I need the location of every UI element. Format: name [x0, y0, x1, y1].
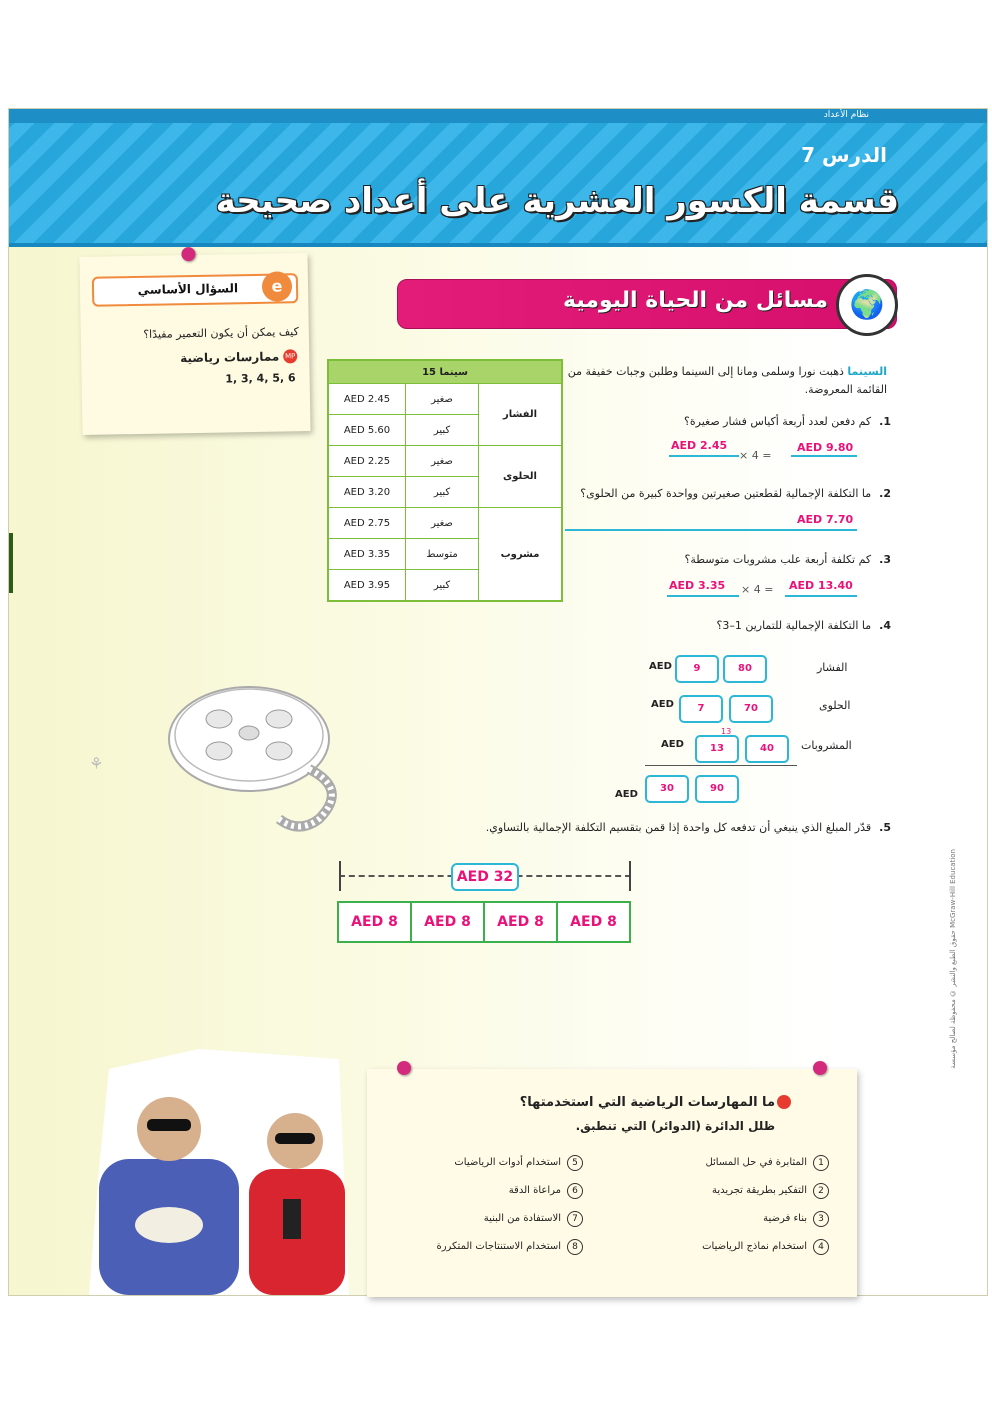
- q3-answer-b[interactable]: AED 13.40: [789, 579, 853, 592]
- banner-title: مسائل من الحياة اليومية: [563, 288, 828, 313]
- math-practice-icon: MP: [283, 349, 297, 363]
- candy-whole-input[interactable]: 7: [679, 695, 723, 723]
- popcorn-label: الفشار: [817, 661, 848, 674]
- table-row: AED 3.95 كبير: [328, 570, 562, 602]
- bar-end: [629, 861, 631, 891]
- q2-answer[interactable]: AED 7.70: [797, 513, 854, 526]
- answer-line: [785, 595, 857, 597]
- film-reel-illustration: [89, 669, 399, 839]
- intro-text: ذهبت نورا وسلمى ومانا إلى السينما وطلبن وجبات خفيفة من القائمة المعروضة.: [567, 365, 887, 396]
- question-3: 3.كم تكلفة أربعة علب مشروبات متوسطة؟: [684, 553, 891, 566]
- table-row: AED 3.20 كبير: [328, 477, 562, 508]
- practice-option-3[interactable]: 3بناء فرضية: [763, 1211, 829, 1227]
- math-practice-icon: [777, 1095, 791, 1109]
- question-1: 1.كم دفعن لعدد أربعة أكياس فشار صغيرة؟: [684, 415, 891, 428]
- practice-option-8[interactable]: 8استخدام الاستنتاجات المتكررة: [436, 1239, 583, 1255]
- essential-question-label: السؤال الأساسي: [137, 281, 239, 297]
- total-amount-input[interactable]: AED 32: [451, 863, 519, 891]
- q3-operator: × 4 =: [741, 583, 774, 596]
- copyright-side-text: حقوق الطبع والنشر © محفوظة لصالح مؤسسة McGraw-Hill Education: [949, 849, 957, 1069]
- intro-keyword: السينما: [847, 365, 887, 378]
- carry-number: 13: [721, 727, 732, 736]
- bar-part[interactable]: AED 8: [570, 914, 617, 930]
- question-2: 2.ما التكلفة الإجمالية لقطعتين صغيرتين وواحدة كبيرة من الحلوى؟: [580, 487, 891, 500]
- side-tab: [9, 533, 13, 593]
- answer-line: [669, 455, 739, 457]
- intro-paragraph: [537, 363, 887, 399]
- answer-line: [565, 529, 857, 531]
- bar-model-total: [339, 861, 631, 891]
- table-row: AED 2.25 صغير الحلوى: [328, 446, 562, 477]
- lesson-title: قسمة الكسور العشرية على أعداد صحيحة: [215, 181, 899, 221]
- answer-line: [791, 455, 857, 457]
- practice-option-4[interactable]: 4استخدام نماذج الرياضيات: [702, 1239, 829, 1255]
- candy-label: الحلوى: [819, 699, 851, 712]
- practice-option-5[interactable]: 5استخدام أدوات الرياضيات: [454, 1155, 583, 1171]
- students-photo: [89, 1049, 349, 1295]
- pin-icon: [397, 1061, 411, 1075]
- q1-operator: × 4 =: [739, 449, 772, 462]
- aed-label: AED: [651, 699, 674, 710]
- pin-icon: [813, 1061, 827, 1075]
- aed-label: AED: [661, 739, 684, 750]
- practices-note: [367, 1069, 857, 1297]
- bar-end: [339, 861, 341, 891]
- total-decimal-input[interactable]: 90: [695, 775, 739, 803]
- answer-line: [667, 595, 739, 597]
- aed-label: AED: [615, 789, 638, 800]
- q1-answer-a[interactable]: AED 2.45: [671, 439, 728, 452]
- cinema-menu-table: [327, 359, 563, 602]
- real-world-banner: [397, 279, 897, 329]
- question-5: 5.قدّر المبلغ الذي ينبغي أن تدفعه كل واحدة إذا قمن بتقسيم التكلفة الإجمالية بالتساوي.: [485, 821, 891, 834]
- q1-answer-b[interactable]: AED 9.80: [797, 441, 854, 454]
- table-row: AED 2.45 صغير الفشار: [328, 384, 562, 415]
- menu-category: الحلوى: [479, 446, 563, 508]
- drinks-whole-input[interactable]: 13: [695, 735, 739, 763]
- table-row: AED 3.35 متوسط: [328, 539, 562, 570]
- math-practices-title: ممارسات رياضية: [179, 349, 280, 366]
- popcorn-decimal-input[interactable]: 80: [723, 655, 767, 683]
- essential-question-text: كيف يمكن أن يكون التعمير مفيدًا؟: [143, 325, 299, 341]
- drinks-decimal-input[interactable]: 40: [745, 735, 789, 763]
- practices-instruction: ظلل الدائرة (الدوائر) التي تنطبق.: [575, 1119, 775, 1133]
- practice-option-6[interactable]: 6مراعاة الدقة: [509, 1183, 583, 1199]
- lesson-page: [8, 108, 988, 1296]
- bar-part[interactable]: AED 8: [412, 903, 485, 941]
- question-4: 4.ما التكلفة الإجمالية للتمارين 1–3؟: [716, 619, 891, 632]
- globe-icon: 🌍: [836, 274, 898, 336]
- table-row: AED 2.75 صغير مشروب: [328, 508, 562, 539]
- sum-line: [645, 765, 797, 766]
- total-whole-input[interactable]: 30: [645, 775, 689, 803]
- candy-decimal-input[interactable]: 70: [729, 695, 773, 723]
- menu-title: سينما 15: [328, 360, 562, 384]
- drinks-label: المشروبات: [801, 739, 852, 752]
- practices-question: ما المهارسات الرياضية التي استخدمتها؟: [519, 1095, 775, 1110]
- essential-question-note: [79, 253, 310, 435]
- math-practices-list: 1, 3, 4, 5, 6: [225, 371, 296, 386]
- menu-category: مشروب: [479, 508, 563, 602]
- top-strip: [9, 109, 987, 123]
- pin-icon: [181, 247, 195, 261]
- popcorn-whole-input[interactable]: 9: [675, 655, 719, 683]
- practice-option-7[interactable]: 7الاستفادة من البنية: [484, 1211, 583, 1227]
- practice-option-1[interactable]: 1المثابرة في حل المسائل: [705, 1155, 829, 1171]
- chapter-label: نظام الأعداد: [823, 110, 869, 120]
- bar-model-parts: [337, 901, 631, 943]
- table-row: AED 5.60 كبير: [328, 415, 562, 446]
- aed-label: AED: [649, 661, 672, 672]
- practice-option-2[interactable]: 2التفكير بطريقة تجريدية: [712, 1183, 829, 1199]
- bar-part[interactable]: AED 8: [485, 903, 558, 941]
- svg-text:⚘: ⚘: [89, 754, 104, 773]
- lesson-number: الدرس 7: [801, 143, 887, 167]
- lesson-header: [9, 109, 987, 247]
- bar-part[interactable]: AED 8: [339, 903, 412, 941]
- essential-question-box: [92, 273, 298, 307]
- q3-answer-a[interactable]: AED 3.35: [669, 579, 726, 592]
- menu-category: الفشار: [479, 384, 563, 446]
- question-icon: e: [262, 271, 293, 302]
